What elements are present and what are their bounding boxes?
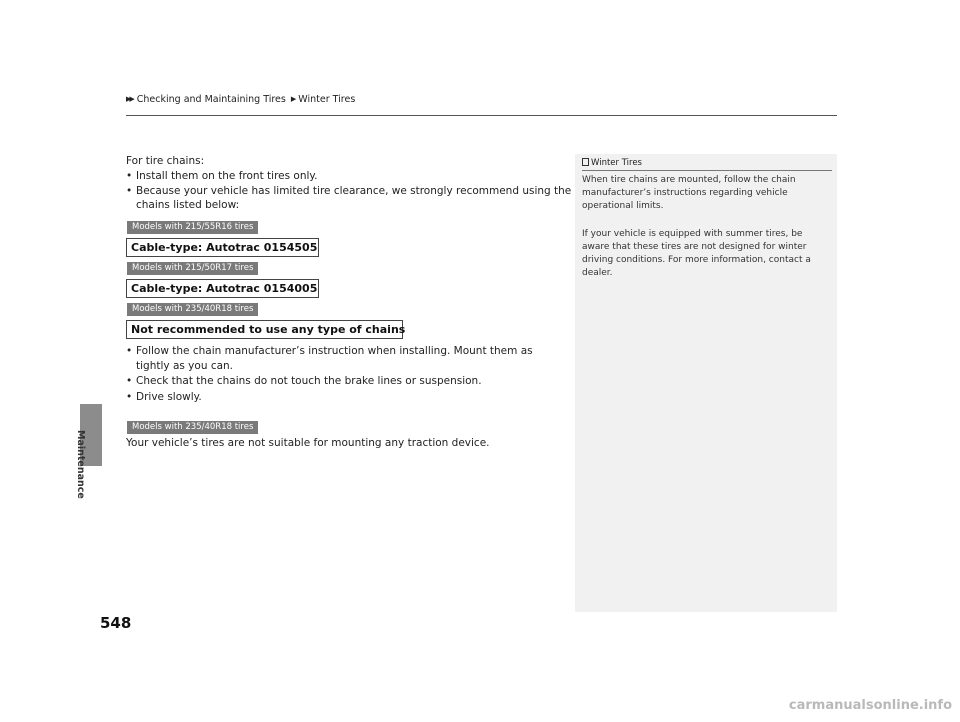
note-title: Winter Tires — [582, 158, 642, 168]
breadcrumb — [126, 94, 355, 105]
note-line: When tire chains are mounted, follow the chain — [582, 175, 796, 185]
note-line: driving conditions. For more information, contact a — [582, 255, 811, 265]
double-arrow-icon: ▶▶ — [126, 95, 133, 103]
model-tag-215-55r16: Models with 215/55R16 tires — [127, 221, 258, 234]
list-item-continuation: tightly as you can. — [136, 360, 234, 372]
section-label: Maintenance — [75, 430, 86, 499]
list-item-continuation: chains listed below: — [136, 199, 240, 211]
info-box-icon — [582, 158, 589, 166]
note-line: If your vehicle is equipped with summer tires, be — [582, 229, 803, 239]
bullet-icon: • — [126, 345, 133, 357]
breadcrumb-item-winter-tires[interactable]: Winter Tires — [298, 94, 356, 105]
page-number: 548 — [100, 614, 132, 632]
list-item: • Because your vehicle has limited tire clearance, we strongly recommend using the — [126, 185, 572, 197]
intro-text: For tire chains: — [126, 155, 205, 167]
chain-box-215-50r17: Cable-type: Autotrac 0154005 — [126, 279, 319, 298]
watermark: carmanualsonline.info — [788, 698, 952, 713]
bullet-icon: • — [126, 375, 133, 387]
note-line: dealer. — [582, 268, 613, 278]
model-tag-235-40r18-traction: Models with 235/40R18 tires — [127, 421, 258, 434]
model-tag-215-50r17: Models with 215/50R17 tires — [127, 262, 258, 275]
list-item: • Install them on the front tires only. — [126, 170, 318, 182]
note-line: operational limits. — [582, 201, 664, 211]
bullet-icon: • — [126, 185, 133, 197]
bullet-icon: • — [126, 170, 133, 182]
double-arrow-icon: ▶ — [290, 95, 295, 103]
chain-box-215-55r16: Cable-type: Autotrac 0154505 — [126, 238, 319, 257]
model-tag-235-40r18: Models with 235/40R18 tires — [127, 303, 258, 316]
traction-text: Your vehicle’s tires are not suitable for mounting any traction device. — [126, 437, 490, 449]
list-item: • Follow the chain manufacturer’s instruction when installing. Mount them as — [126, 345, 533, 357]
list-item: • Check that the chains do not touch the brake lines or suspension. — [126, 375, 482, 387]
note-line: manufacturer’s instructions regarding vehicle — [582, 188, 788, 198]
chain-box-235-40r18: Not recommended to use any type of chains — [126, 320, 403, 339]
breadcrumb-item-checking-tires[interactable]: Checking and Maintaining Tires — [136, 94, 286, 105]
note-divider — [582, 170, 832, 171]
note-line: aware that these tires are not designed for winter — [582, 242, 807, 252]
note-panel — [575, 154, 837, 612]
list-item: • Drive slowly. — [126, 391, 202, 403]
header-divider — [126, 115, 837, 116]
bullet-icon: • — [126, 391, 133, 403]
